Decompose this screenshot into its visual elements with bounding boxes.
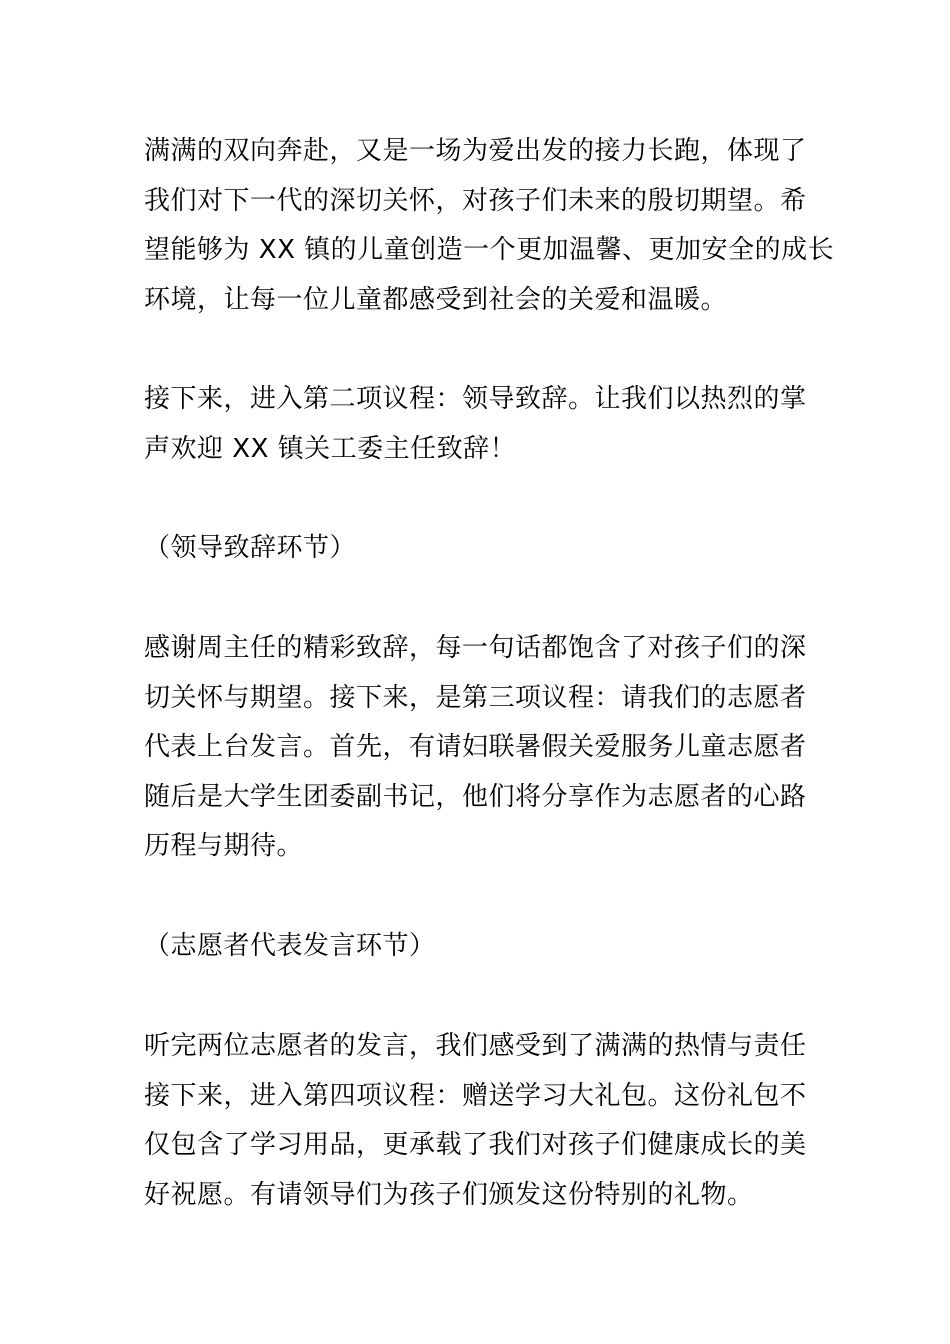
text-line: 望能够为 XX 镇的儿童创造一个更加温馨、更加安全的成长 — [144, 235, 835, 266]
text-line: 我们对下一代的深切关怀，对孩子们未来的殷切期望。希 — [144, 185, 807, 216]
text-line: 声欢迎 XX 镇关工委主任致辞！ — [144, 433, 517, 464]
text-line: 仅包含了学习用品，更承载了我们对孩子们健康成长的美 — [144, 1130, 807, 1161]
paragraph-opening — [144, 127, 835, 325]
text-line: 满满的双向奔赴，又是一场为爱出发的接力长跑，体现了 — [144, 136, 807, 166]
text-line: 环境，让每一位儿童都感受到社会的关爱和温暖。 — [144, 284, 728, 315]
text-line: 切关怀与期望。接下来，是第三项议程：请我们的志愿者 — [144, 682, 807, 713]
text-line: 随后是大学生团委副书记，他们将分享作为志愿者的心路 — [144, 781, 807, 812]
text-line: 接下来，进入第四项议程：赠送学习大礼包。这份礼包不 — [144, 1080, 807, 1111]
paragraph-leader-speech-note — [144, 524, 816, 574]
text-line: 接下来，进入第二项议程：领导致辞。让我们以热烈的掌 — [144, 384, 807, 414]
paragraph-agenda-four — [144, 1022, 816, 1220]
text-line: 历程与期待。 — [144, 831, 304, 862]
text-line: （志愿者代表发言环节） — [144, 931, 436, 961]
text-line: 好祝愿。有请领导们为孩子们颁发这份特别的礼物。 — [144, 1179, 754, 1210]
paragraph-agenda-two — [144, 375, 816, 474]
text-line: 听完两位志愿者的发言，我们感受到了满满的热情与责任 — [144, 1031, 807, 1061]
text-line: 代表上台发言。首先，有请妇联暑假关爱服务儿童志愿者 — [144, 732, 807, 763]
text-line: 感谢周主任的精彩致辞，每一句话都饱含了对孩子们的深 — [144, 633, 807, 663]
paragraph-volunteer-speech-note — [144, 922, 816, 972]
text-line: （领导致辞环节） — [144, 533, 357, 563]
paragraph-agenda-three — [144, 624, 816, 872]
